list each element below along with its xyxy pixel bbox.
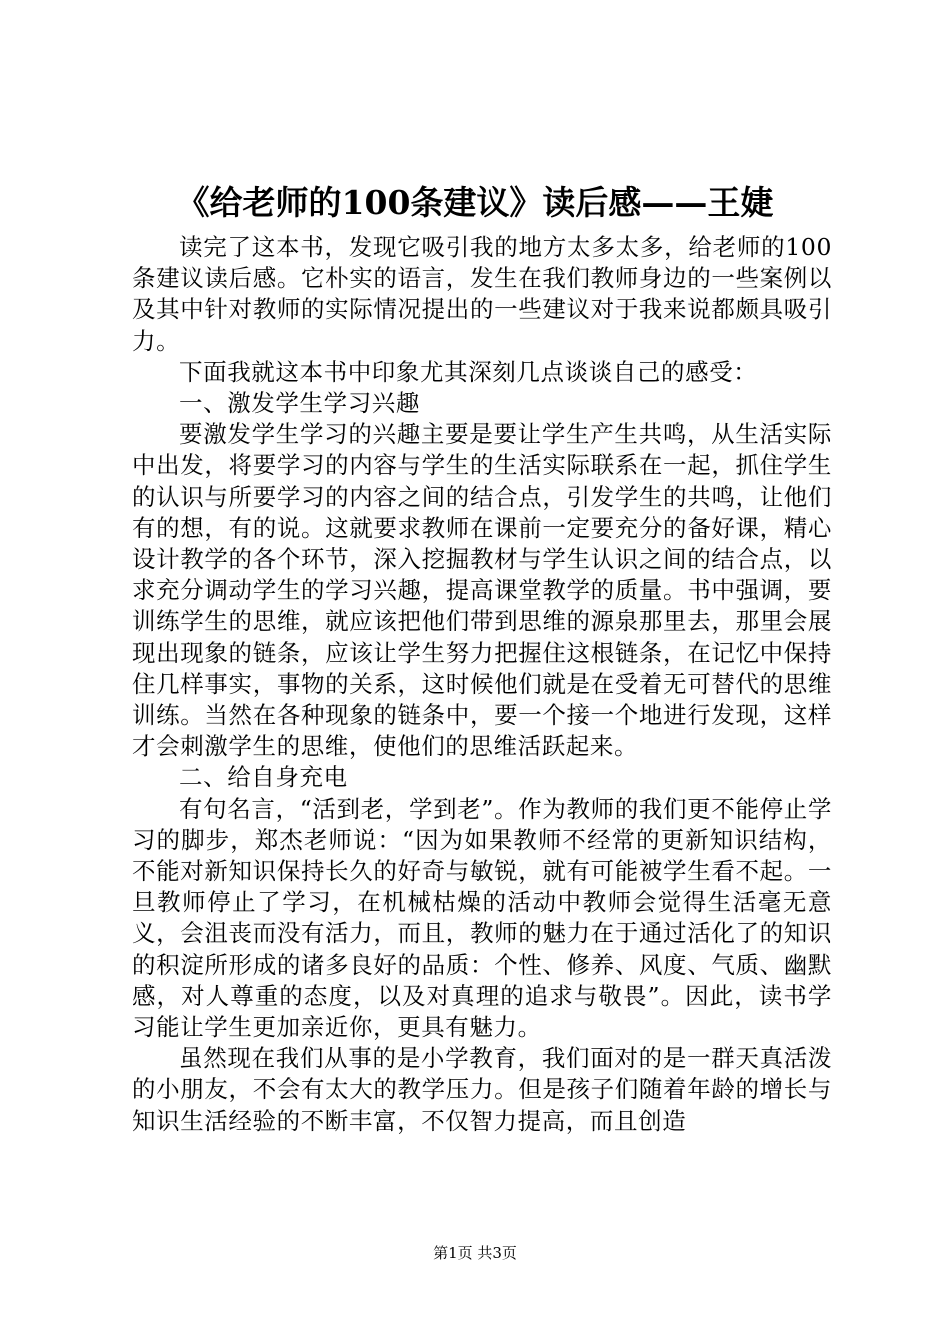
paragraph: 有句名言，“活到老，学到老”。作为教师的我们更不能停止学习的脚步，郑杰老师说：“因为如果教师不经常的更新知识结构，不能对新知识保持长久的好奇与敏锐，就有可能被学生看不起。一旦教师停止了学习，在机械枯燥的活动中教师会觉得生活毫无意义，会沮丧而没有活力，而且，教师的魅力在于通过活化了的知识的积淀所形成的诸多良好的品质：个性、修养、风度、气质、幽默感，对人尊重的态度，以及对真理的追求与敬畏”。因此，读书学习能让学生更加亲近你，更具有魅力。 bbox=[132, 794, 832, 1042]
page-footer: 第1页 共3页 bbox=[433, 1244, 517, 1262]
paragraph: 下面我就这本书中印象尤其深刻几点谈谈自己的感受： bbox=[179, 357, 758, 386]
section-heading: 二、给自身充电 bbox=[179, 763, 348, 792]
document-body bbox=[132, 232, 832, 1137]
section-heading: 一、激发学生学习兴趣 bbox=[179, 389, 420, 418]
paragraph: 虽然现在我们从事的是小学教育，我们面对的是一群天真活泼的小朋友，不会有太大的教学压力。但是孩子们随着年龄的增长与知识生活经验的不断丰富，不仅智力提高，而且创造 bbox=[132, 1044, 832, 1135]
document-title: 《给老师的100条建议》读后感——王婕 bbox=[176, 183, 774, 222]
paragraph: 读完了这本书，发现它吸引我的地方太多太多，给老师的100条建议读后感。它朴实的语言，发生在我们教师身边的一些案例以及其中针对教师的实际情况提出的一些建议对于我来说都颇具吸引力。 bbox=[132, 233, 832, 355]
paragraph: 要激发学生学习的兴趣主要是要让学生产生共鸣，从生活实际中出发，将要学习的内容与学生的生活实际联系在一起，抓住学生的认识与所要学习的内容之间的结合点，引发学生的共鸣，让他们有的想，有的说。这就要求教师在课前一定要充分的备好课，精心设计教学的各个环节，深入挖掘教材与学生认识之间的结合点，以求充分调动学生的学习兴趣，提高课堂教学的质量。书中强调，要训练学生的思维，就应该把他们带到思维的源泉那里去，那里会展现出现象的链条，应该让学生努力把握住这根链条，在记忆中保持住几样事实，事物的关系，这时候他们就是在受着无可替代的思维训练。当然在各种现象的链条中，要一个接一个地进行发现，这样才会刺激学生的思维，使他们的思维活跃起来。 bbox=[132, 420, 832, 761]
